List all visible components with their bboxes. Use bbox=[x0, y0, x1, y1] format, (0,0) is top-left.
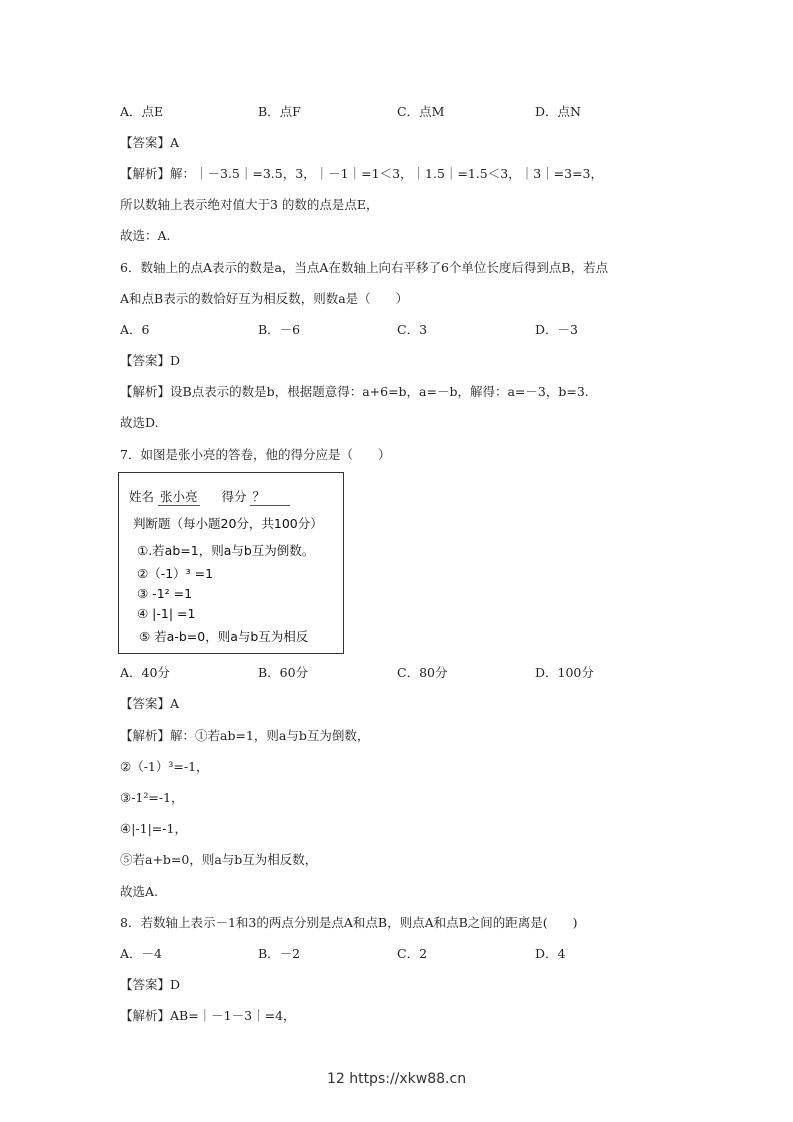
figure-item: ①.若ab=1，则a与b互为倒数。 bbox=[137, 543, 315, 558]
q7-analysis: ②（-1）³=-1， bbox=[120, 759, 209, 774]
figure-item: ⑤ 若a-b=0，则a与b互为相反 bbox=[139, 629, 309, 644]
q5-conclusion: 故选：A. bbox=[120, 228, 171, 243]
q5-option-b: B．点F bbox=[258, 104, 301, 119]
q8-option-d: D．4 bbox=[535, 946, 566, 961]
q6-option-c: C．3 bbox=[397, 322, 428, 337]
q8-option-b: B．－2 bbox=[258, 946, 301, 961]
q5-option-c: C．点M bbox=[397, 104, 445, 119]
q7-option-b: B．60分 bbox=[258, 665, 309, 680]
q7-analysis: ④|-1|=-1， bbox=[120, 821, 187, 836]
name-value: 张小亮 bbox=[160, 489, 198, 504]
q5-answer: 【答案】A bbox=[120, 135, 180, 150]
q6-option-a: A．6 bbox=[120, 322, 150, 337]
q5-analysis: 【解析】解：｜－3.5｜=3.5，3，｜－1｜=1＜3，｜1.5｜=1.5＜3，｜3｜=3=3， bbox=[120, 166, 604, 181]
figure-item: ④ |-1| =1 bbox=[137, 606, 196, 621]
q6-answer: 【答案】D bbox=[120, 353, 181, 368]
figure-item: ②（-1）³ =1 bbox=[137, 566, 214, 581]
q7-option-a: A．40分 bbox=[120, 665, 170, 680]
score-label: 得分 bbox=[221, 489, 247, 504]
score-value: ？ bbox=[250, 487, 290, 506]
q5-analysis-line2: 所以数轴上表示绝对值大于3 的数的点是点E， bbox=[120, 197, 379, 212]
q7-option-c: C．80分 bbox=[397, 665, 448, 680]
name-row bbox=[129, 487, 290, 506]
q6-question-line1: 6．数轴上的点A表示的数是a，当点A在数轴上向右平移了6个单位长度后得到点B，若点 bbox=[120, 260, 609, 275]
q7-answer: 【答案】A bbox=[120, 696, 180, 711]
q7-option-d: D．100分 bbox=[535, 665, 594, 680]
figure-heading: 判断题（每小题20分，共100分） bbox=[133, 516, 323, 531]
q6-option-b: B．－6 bbox=[258, 322, 301, 337]
q6-analysis: 【解析】设B点表示的数是b，根据题意得：a+6=b，a=－b，解得：a=－3，b=3. bbox=[120, 384, 589, 399]
answer-sheet-figure bbox=[118, 472, 344, 654]
q5-option-a: A．点E bbox=[120, 104, 164, 119]
q7-analysis: ③-1²=-1， bbox=[120, 790, 184, 805]
q6-conclusion: 故选D. bbox=[120, 415, 159, 430]
name-label: 姓名 bbox=[129, 489, 155, 504]
q8-answer: 【答案】D bbox=[120, 977, 181, 992]
q5-option-d: D．点N bbox=[535, 104, 581, 119]
q7-question: 7．如图是张小亮的答卷，他的得分应是（ ） bbox=[120, 447, 391, 462]
q6-option-d: D．－3 bbox=[535, 322, 578, 337]
q7-conclusion: 故选A. bbox=[120, 884, 159, 899]
q8-option-a: A．－4 bbox=[120, 946, 162, 961]
q8-question: 8．若数轴上表示－1和3的两点分别是点A和点B，则点A和点B之间的距离是( ) bbox=[120, 915, 578, 930]
q7-analysis: ⑤若a+b=0，则a与b互为相反数， bbox=[120, 852, 318, 867]
q7-analysis: 【解析】解：①若ab=1，则a与b互为倒数， bbox=[120, 728, 370, 743]
q6-question-line2: A和点B表示的数恰好互为相反数，则数a是（ ） bbox=[120, 291, 409, 306]
page-footer: 12 https://xkw88.cn bbox=[326, 1071, 467, 1087]
figure-item: ③ -1² =1 bbox=[137, 586, 193, 601]
q8-option-c: C．2 bbox=[397, 946, 428, 961]
q8-analysis: 【解析】AB=｜－1－3｜=4， bbox=[120, 1008, 296, 1023]
